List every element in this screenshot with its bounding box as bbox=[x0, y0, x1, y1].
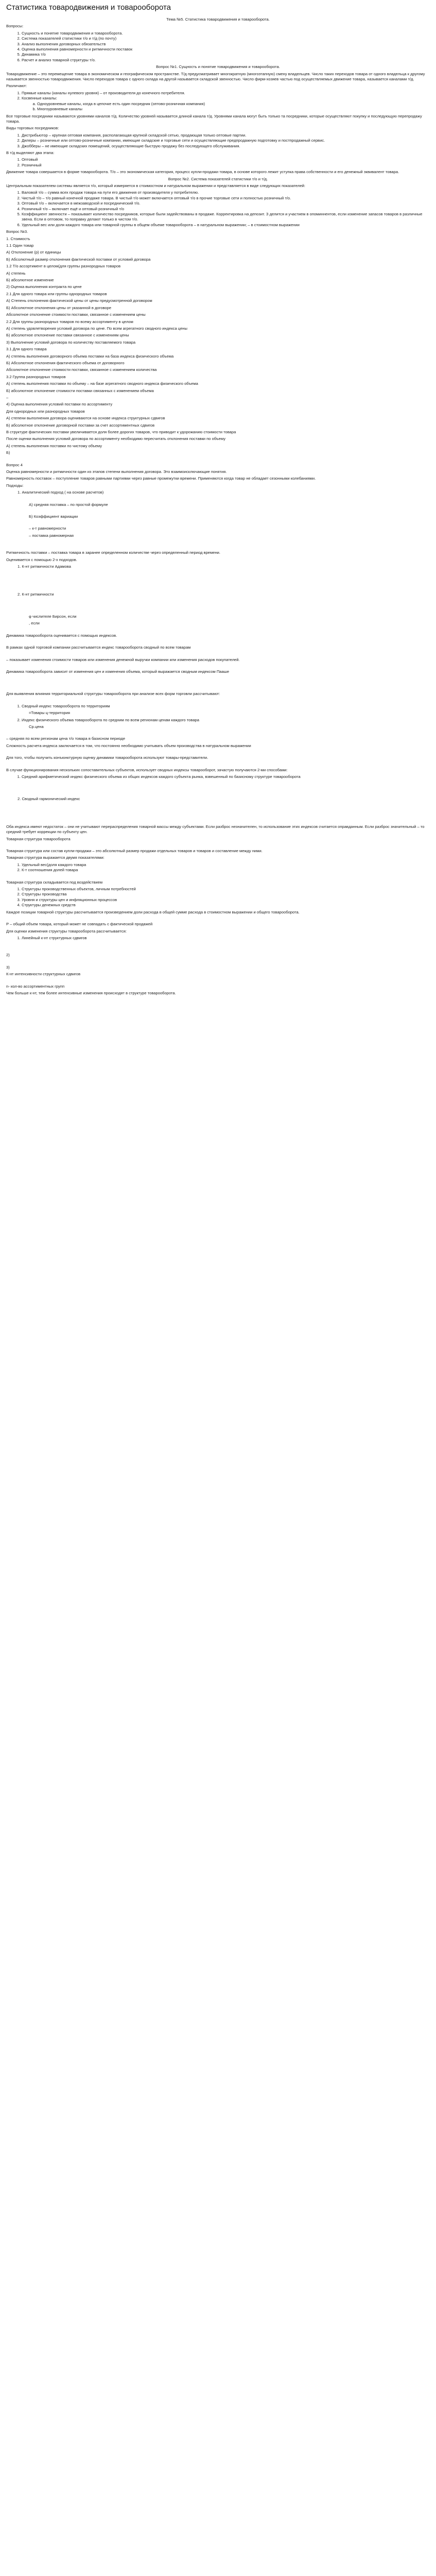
paragraph: Б) абсолютное отклонение стоимости поставки связанных с изменением объема bbox=[6, 388, 154, 393]
paragraph: 2. Сводный гармонический индекс bbox=[18, 796, 80, 802]
paragraph: 1. К-нт ритмичности Адамова bbox=[18, 564, 71, 569]
paragraph: Абсолютное отклонение стоимости поставки, связанное с изменением количества bbox=[6, 367, 157, 372]
paragraph: Б) Абсолютный размер отклонения фактической поставки от условий договора bbox=[6, 257, 151, 262]
paragraph: Б) bbox=[6, 450, 10, 455]
paragraph: В т/д выделяют два этапа: bbox=[6, 150, 55, 155]
structure-indicators-list bbox=[6, 862, 430, 873]
paragraph: 3.1 Для одного товара bbox=[6, 347, 47, 352]
paragraph: Ритмичность поставки – поставка товара в заранее определенном количестве через определенный период времени. bbox=[6, 550, 221, 555]
paragraph: 1. Аналитический подход ( на основе расчетов) bbox=[18, 490, 104, 495]
paragraph: 2.2 Для группы разнородных товаров по всему ассортименту в целом bbox=[6, 319, 133, 324]
list-item: 4. Структуры денежных средств bbox=[22, 903, 430, 908]
paragraph: В структуре фактических поставки увеличивается доля более дорогих товаров, что приводит к удорожанию стоимости товара bbox=[6, 430, 236, 434]
paragraph: Товарная структура выражается двумя показателями: bbox=[6, 855, 104, 860]
q3-lines bbox=[6, 243, 430, 456]
paragraph: Б) абсолютное отклонение договорной поставки за счет ассортиментных сдвигов bbox=[6, 422, 155, 428]
paragraph: Движение товара совершается в форме товарооборота. Т/о – это экономическая категория, процесс купли-продажи товара, в основе которого лежит уступка права собственности и его денежный эквивалент товара. bbox=[6, 170, 399, 175]
paragraph: Для однородных или разнородных товаров bbox=[6, 409, 85, 414]
paragraph: Товарная структура товарооборота bbox=[6, 836, 71, 841]
paragraph: 2) Оценка выполнения контракта по цене bbox=[6, 284, 82, 290]
paragraph: – поставка равномерная bbox=[29, 533, 74, 538]
paragraph: Центральным показателем системы является т/о, который измеряется в стоимостном и натуральном выражении и представляется в виде следующих показателей: bbox=[6, 183, 306, 188]
questions-label: Вопросы: bbox=[6, 24, 24, 29]
paragraph: Различают: bbox=[6, 83, 27, 89]
paragraph: 2.1 Для одного товара или группы однородных товаров bbox=[6, 291, 107, 296]
paragraph: 3.2 Группа разнородных товаров bbox=[6, 374, 66, 379]
stages-list bbox=[6, 157, 430, 168]
document-page bbox=[0, 3, 436, 996]
theme-title: Тема №5. Статистика товародвижения и товарооборота. bbox=[166, 17, 270, 22]
paragraph: – показывает изменения стоимости товаров или изменения денежной выручки компании или изменения расходов покупателей. bbox=[6, 657, 240, 662]
paragraph: Б) Коэффициент вариации bbox=[29, 514, 78, 519]
section-title: Вопрос №2. Система показателей статистики т/о и т/д. bbox=[168, 176, 268, 181]
list-item: 3. Джобберы – не имеющие складских помещений, осуществляющие быструю продажу без последующего обслуживания. bbox=[22, 144, 430, 149]
list-item: 1. Сущность и понятие товародвижения и товарооборота. bbox=[22, 31, 430, 36]
document-title: Статистика товародвижения и товарооборота bbox=[6, 3, 171, 12]
list-item: 6. Расчет и анализ товарной структуры т/о. bbox=[22, 58, 430, 63]
paragraph: Все торговые посредники называются уровнями каналов т/д. Количество уровней называется длиной канала т/д. Уровнями канала могут быть только та посредники, которые осуществляют покупку и последующую перепродажу товара. bbox=[6, 113, 422, 124]
list-item: 1. Удельный вес(доля каждого товара bbox=[22, 862, 430, 868]
paragraph: Б) абсолютное изменение bbox=[6, 278, 54, 283]
list-item: 1. Валовой т/о – сумма всех продаж товара на пути его движения от производителя у потребителю. bbox=[22, 190, 430, 195]
list-item: a. Одноуровневые каналы, когда в цепочке есть один посредник (оптово-розничная компания) bbox=[37, 101, 430, 107]
paragraph: Для того, чтобы получить конъюнктурную оценку динамики товарооборота используют товары-представители. bbox=[6, 755, 208, 760]
paragraph: А) степень выполнения поставки по объему – на базе агрегатного сводного индекса физического объема bbox=[6, 381, 198, 386]
formula-note: φ числителе Бирсон, если bbox=[29, 614, 77, 619]
list-item: 4. Оценка выполнения равномерности и ритмичности поставок bbox=[22, 47, 430, 52]
paragraph: Подходы: bbox=[6, 483, 24, 488]
list-item: 2. Чистый т/о – т/о равный конечной продаже товара. В чистый т/о может включается оптовый т/о в прочие торговые сети и полностью розничный т/о. bbox=[22, 196, 430, 201]
section-title: Вопрос №3. bbox=[6, 229, 28, 234]
list-item bbox=[22, 96, 430, 112]
paragraph: А) степень выполнения поставки по чистому объему bbox=[6, 443, 102, 448]
paragraph: А) Степень отклонения фактической цены от цены предусмотренной договором bbox=[6, 298, 152, 303]
paragraph: Абсолютное отклонение стоимости поставки, связанное с изменением цены bbox=[6, 312, 146, 317]
paragraph: Виды торговых посредников: bbox=[6, 126, 59, 131]
section-title: Вопрос №1. Сущность и понятие товародвижения и товарооборота. bbox=[156, 64, 280, 70]
list-item: 5. Динамика т/о bbox=[22, 52, 430, 57]
paragraph: 2) bbox=[6, 953, 10, 958]
paragraph: – bbox=[6, 395, 9, 400]
formula-note: =Товары ц-территория bbox=[29, 710, 71, 716]
intermediaries-list bbox=[6, 133, 430, 149]
list-item: 2. Дилеры – розничные или оптово-розничные компании, имеющие складские и торговые сети и осуществляющие предпродажную подготовку и постпродажный сервис. bbox=[22, 138, 430, 143]
list-item: 2. Индекс физического объема товарооборота по средним по всем регионам ценам каждого товара bbox=[22, 718, 430, 723]
list-item-text: Косвенные каналы: bbox=[22, 96, 57, 101]
paragraph: n- кол-во ассортиментных групп bbox=[6, 984, 65, 989]
index-methods-list bbox=[6, 774, 430, 779]
paragraph: 4) Оценка выполнения условий поставки по ассортименту bbox=[6, 402, 113, 407]
paragraph: 1.1 Один товар bbox=[6, 243, 34, 248]
paragraph: 1. Стоимость bbox=[6, 236, 30, 241]
indicators-list bbox=[6, 190, 430, 228]
list-item: 1. Средний арифметический индекс физического объема из общих индексов каждого субъекта рынка, взвешенный по базисному структуре товарооборота bbox=[22, 774, 430, 779]
list-item: 3. Уровня и структуры цен и инфляционных процессов bbox=[22, 897, 430, 903]
paragraph: Товарная структура или состав купли-продажи – это абсолютный размер продажи отдельных товаров и товаров и составление между ними. bbox=[6, 849, 263, 854]
paragraph: Оба индекса имеют недостаток – они не учитывают перераспределения товарной массы между субъектами. Если разброс незначителен, то использование этих индексов считается оправданным. Если разброс значительный – то средний требует коррекции по субъекту цен. bbox=[6, 824, 425, 835]
paragraph: Для оценки изменения структуры товарооборота рассчитывается: bbox=[6, 928, 127, 934]
paragraph: Динамика товарооборота оценивается с помощью индексов. bbox=[6, 633, 117, 638]
list-item: b. Многоуровневые каналы bbox=[37, 107, 430, 112]
list-item: 1. Оптовый bbox=[22, 157, 430, 162]
list-item: 2. Система показателей статистики т/о и т/д (по почту) bbox=[22, 36, 430, 41]
list-item: 2. Розничный bbox=[22, 163, 430, 168]
shift-coefficients-list bbox=[6, 936, 430, 941]
index-list-2 bbox=[6, 718, 430, 723]
paragraph: – средняя по всем регионам цена т/о товара в базисном периоде bbox=[6, 736, 126, 741]
list-item: 1. Дистрибьютор – крупная оптовая компания, располагающая крупной складской сетью, продающая только оптовые партии. bbox=[22, 133, 430, 138]
paragraph: 3) bbox=[6, 964, 10, 970]
paragraph: Товародвижение – это перемещение товара в экономическом и географическом пространстве. Т/д предусматривает многократную (многоэтапную) смену владельцев. Число таких переходов товара от одного владельца к другому называется звенностью товародвижения. Число переходов товара с одного склада на другой называется складской звенностью. Число фирм-хозяев частью под осуществляемых движение товара, называется каналами т/д. bbox=[6, 71, 425, 82]
channels-list bbox=[6, 91, 430, 112]
paragraph: А) степени выполнения договора оцениваются на основе индекса структурных сдвигов bbox=[6, 416, 165, 421]
paragraph: После оценки выполнения условий договора по ассортименту необходимо пересчитать отклонения поставки по объему bbox=[6, 436, 225, 442]
list-item: 1. Сводный индекс товарооборота по территориям bbox=[22, 704, 430, 709]
list-item: 3. Оптовый т/о – включается в межзаводской и посреднический т/о. bbox=[22, 201, 430, 206]
paragraph: Динамика товарооборота зависит от изменения цен и изменения объема, который выражается сводным индексом Пааше bbox=[6, 669, 230, 674]
formula-note: Ср.цена bbox=[29, 724, 44, 729]
paragraph: А) средняя поставка – по простой формуле bbox=[29, 502, 108, 507]
paragraph: Чем больше к-нт, тем более интенсивные изменения происходят в структуре товарооборота. bbox=[6, 990, 176, 995]
paragraph: 3) Выполнение условий договора по количеству поставляемого товара bbox=[6, 340, 136, 345]
index-list bbox=[6, 704, 430, 709]
paragraph: В случае функционирования нескольких сопоставительных субъектов, использует сводных индексы товарооборот, зачастую получаются 2-ми способами: bbox=[6, 767, 288, 772]
paragraph: К-нт интенсивности структурных сдвигов bbox=[6, 972, 81, 977]
list-item: 1. Структуры производственных объектов, личным потребностей bbox=[22, 887, 430, 892]
paragraph: Каждое позиции товарной структуры рассчитывается произведением доли расхода в общей сумме расхода в стоимостном выражении и общего товарооборота. bbox=[6, 909, 300, 914]
paragraph: В рамках одной торговой компании рассчитывается индекс товарооборота сводный по всем товарам bbox=[6, 645, 191, 650]
paragraph: Б) Абсолютное отклонения фактического объема от договорного bbox=[6, 360, 125, 365]
paragraph: А) степень выполнения договорного объема поставки на база индекса физического объема bbox=[6, 353, 174, 359]
list-item: 4. Розничный т/о – включает ещё и оптовый розничный т/о bbox=[22, 207, 430, 212]
list-item: 2. К-т соотношения долей товара bbox=[22, 868, 430, 873]
list-item: 6. Удельный вес или доля каждого товара или товарной группы в общем объеме товарооборота – в натуральном выражении; – в стоимостном выражении bbox=[22, 223, 430, 228]
paragraph: Для выявления влияния территориальной структуры товарооборота при анализе всех форм торговли рассчитывают: bbox=[6, 691, 220, 697]
list-item: 3. Анализ выполнения договорных обязательств bbox=[22, 42, 430, 47]
paragraph: – к-т равномерности bbox=[29, 526, 66, 531]
section-title: Вопрос 4 bbox=[6, 462, 23, 467]
list-item: 1. Прямые каналы (каналы нулевого уровня) – от производителя до конечного потребителя. bbox=[22, 91, 430, 96]
paragraph: Оценка равномерности и ритмичности один из этапов степени выполнения договора. Это взаимоисключающие понятия. bbox=[6, 469, 227, 474]
paragraph: А) степень удовлетворения условий договора по цене. По всем агрегатного сводного индекса цены bbox=[6, 326, 187, 331]
list-item: 2. Структуры производства bbox=[22, 892, 430, 897]
list-item: 5. Коэффициент звенности – показывает количество посредников, которые были задействованы в продаже. Корректировка на депозит. З делится и участием в опоминнентов, если изменение запасов товаров в различные звена. Если в оптовом, то поправку делают только в чистом т/о. bbox=[22, 212, 430, 223]
paragraph: Сложность расчета индекса заключается в том, что постоянно необходимо учитывать объем производства в натуральном выражении bbox=[6, 743, 251, 748]
paragraph: А) Отклонение (p) от единицы bbox=[6, 250, 61, 255]
list-item: 1. Линейный к-нт структурных сдвигов bbox=[22, 936, 430, 941]
paragraph: Б) абсолютное отклонение поставки связанное с изменениям цены bbox=[6, 333, 129, 338]
paragraph: Равномерность поставок – поступление товаров равными партиями через равные промежутки времени. Применяются когда товар не обладает сезонными колебаниями. bbox=[6, 476, 316, 481]
structure-factors-list bbox=[6, 887, 430, 908]
paragraph: Товарная структура складывается под воздействием bbox=[6, 879, 103, 885]
paragraph: А) степень bbox=[6, 270, 26, 276]
paragraph: 2. К-нт ритмичности bbox=[18, 591, 54, 597]
questions-list bbox=[6, 31, 430, 63]
sub-list bbox=[22, 101, 430, 112]
formula-note: , если bbox=[29, 621, 40, 626]
paragraph: 1.2 Т/о ассортимент в целом(для группы разнородных товаров bbox=[6, 264, 121, 269]
paragraph: Р – общий объем товара, который может не совпадать с фактической продажей bbox=[6, 922, 153, 927]
paragraph: Оценивается с помощью 2-х подходов. bbox=[6, 557, 77, 562]
paragraph: Б) Абсолютное отклонения цены от указанной в договоре bbox=[6, 305, 112, 310]
